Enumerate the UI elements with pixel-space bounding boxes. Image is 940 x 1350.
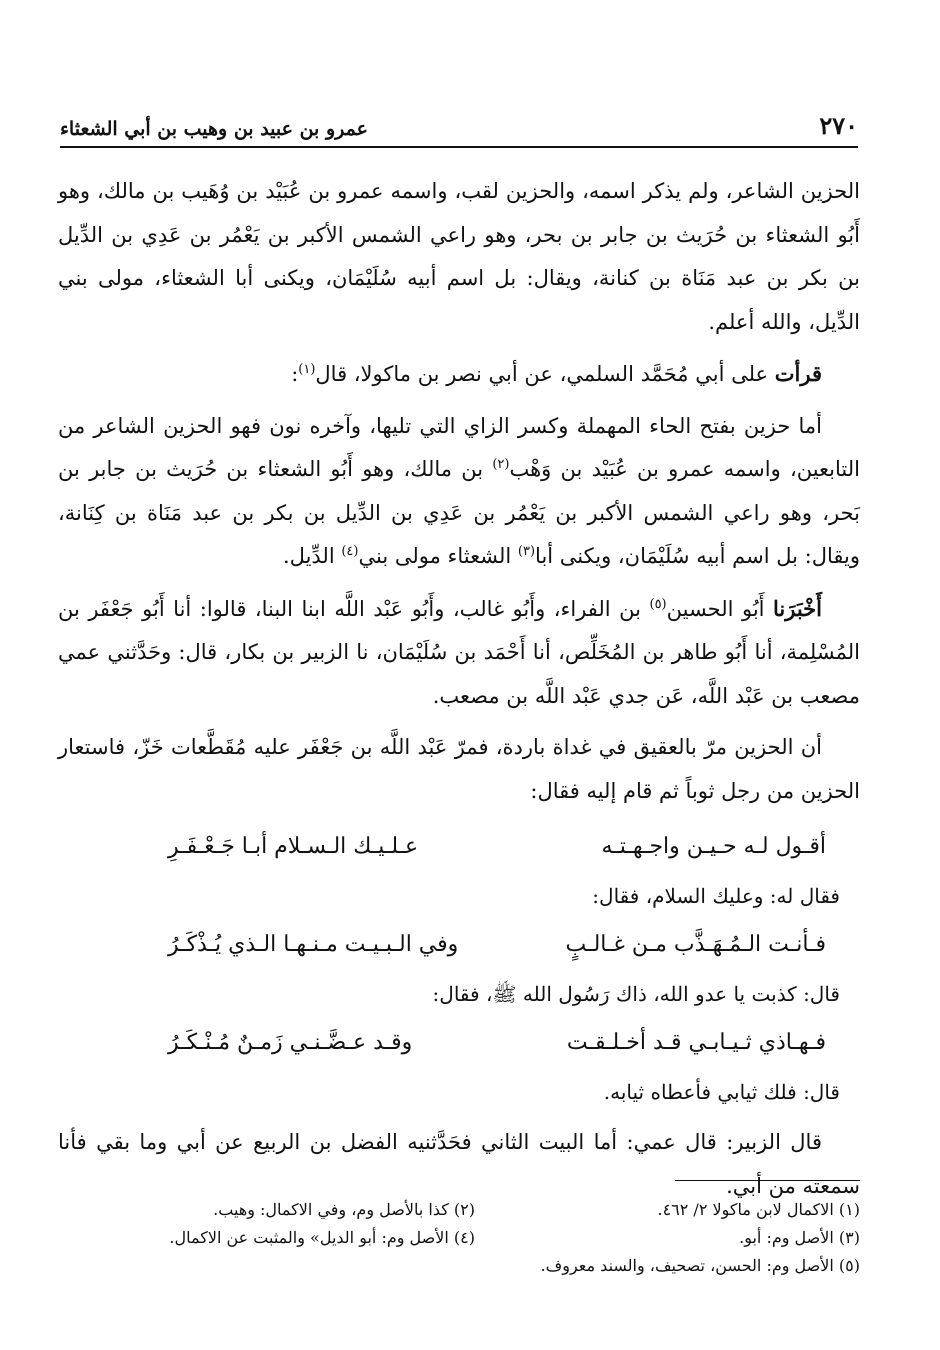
narration-line-1: فقال له: وعليك السلام، فقال: [592, 884, 840, 908]
footnote-mark-1: (١) [298, 362, 316, 377]
verse-2-second-hemistich: وفي الـبـيـت مـنـهـا الـذي يُـذْكَـرُ [168, 932, 459, 957]
verse-1 [58, 821, 860, 873]
narration-line-3: قال: فلك ثيابي فأعطاه ثيابه. [603, 1080, 840, 1104]
paragraph-3-part-d: الدِّيل. [282, 544, 342, 568]
narration-line-2: قال: كذبت يا عدو الله، ذاك رَسُول الله ﷺ، فقال: [432, 982, 840, 1006]
verse-3-second-hemistich: وقـد عـضَّـنـي زَمـنٌ مُـنْـكَـرُ [168, 1030, 413, 1055]
verse-1-second-hemistich: عـلـيـك الـسـلام أبـا جَـعْـفَـرِ [168, 834, 419, 859]
footnote-5: (٥) الأصل وم: الحسن، تصحيف، والسند معروف. [540, 1256, 860, 1275]
paragraph-3-part-c: الشعثاء مولى بني [358, 544, 518, 568]
paragraph-4-part-b: بن الفراء، وأَبُو غالب، وأَبُو عَبْد اللَّه ابنا البنا، قالوا: أنا أَبُو جَعْفَر بن المُسْلِمة، أنا أَبُو طاهر بن المُخَلِّص، أنا أَحْمَد بن سُلَيْمَان، نا الزبير بن بكار، قال: وحَدَّثني عمي مصعب بن عَبْد اللَّه، عَن جدي عَبْد اللَّه بن مصعب. [58, 596, 860, 708]
footnote-3: (٣) الأصل وم: أبو. [739, 1228, 860, 1247]
main-text [58, 170, 860, 1216]
paragraph-4 [58, 587, 860, 719]
footnote-divider [675, 1180, 860, 1181]
footnote-row-1 [90, 1196, 860, 1224]
paragraph-4-part-a: أَبُو الحسين [666, 596, 774, 621]
footnote-mark-3: (٣) [517, 544, 536, 559]
paragraph-3 [58, 405, 860, 579]
paragraph-3-part-b: بن مالك، وهو أَبُو الشعثاء بن حُرَيث بن جابر بن بَحر، وهو راعي الشمس الأكبر بن يَعْمُر بن عَدِي بن الدِّيل بن بكر بن عبد مَنَاة بن كِنَانة، ويقال: بل اسم أبيه سُلَيْمَان، ويكنى أبا [58, 457, 860, 568]
footnote-row-3 [90, 1252, 860, 1280]
verse-2-first-hemistich: فـأنـت الـمُـهَـذَّب مـن غـالـبٍ [565, 932, 826, 957]
paragraph-3-part-a: أما حزين بفتح الحاء المهملة وكسر الزاي التي تليها، وآخره نون فهو الحزين الشاعر من التابعين، واسمه عمرو بن عُبَيْد بن وَهْب [58, 413, 860, 481]
keyword-akhbarana: أَخْبَرَنا [773, 595, 822, 621]
footnote-mark-2: (٢) [492, 457, 510, 472]
paragraph-2-end: : [291, 362, 299, 386]
running-title: عمرو بن عبيد بن وهيب بن أبي الشعثاء [60, 118, 368, 140]
footnote-mark-4: (٤) [341, 544, 359, 559]
page-header [60, 96, 858, 148]
footnote-row-2 [90, 1224, 860, 1252]
paragraph-5: أن الحزين مرّ بالعقيق في غداة باردة، فمرّ عَبْد اللَّه بن جَعْفَر عليه مُقَطَّعات خَزّ، فاستعار الحزين من رجل ثوباً ثم قام إليه فقال: [58, 735, 860, 803]
keyword-qarat: قرأت [774, 361, 822, 386]
verse-3-first-hemistich: فـهـاذي ثـيـابـي قـد أخـلـقـت [566, 1030, 826, 1055]
paragraph-6: قال الزبير: قال عمي: أما البيت الثاني فحَدَّثنيه الفضل بن الربيع عن أبي وما بقي فأنا سمعته من أبي. [58, 1130, 860, 1198]
verse-2 [58, 919, 860, 971]
paragraph-2-text: على أبي مُحَمَّد السلمي، عن أبي نصر بن ماكولا، قال [315, 362, 775, 386]
verse-1-first-hemistich: أقـول لـه حـيـن واجـهـتـه [601, 834, 826, 859]
verse-3 [58, 1017, 860, 1069]
footnote-4: (٤) الأصل وم: أبو الديل» والمثبت عن الاكمال. [169, 1228, 475, 1247]
paragraph-1: الحزين الشاعر، ولم يذكر اسمه، والحزين لقب، واسمه عمرو بن عُبَيْد بن وُهَيب بن مالك، وهو أَبُو الشعثاء بن حُرَيث بن جابر بن بحر، وهو راعي الشمس الأكبر بن يَعْمُر بن عَدِي بن الدِّيل بن بكر بن عبد مَنَاة بن كنانة، ويقال: بل اسم أبيه سُلَيْمَان، ويكنى أبا الشعثاء، مولى بني الدِّيل، والله أعلم. [58, 179, 860, 334]
footnote-2: (٢) كذا بالأصل وم، وفي الاكمال: وهيب. [213, 1200, 475, 1219]
footnote-1: (١) الاكمال لابن ماكولا ٢/ ٤٦٢. [657, 1200, 860, 1219]
paragraph-2 [58, 352, 860, 397]
footnote-mark-5: (٥) [649, 596, 667, 612]
page-number: ٢٧٠ [819, 111, 858, 140]
footnotes [90, 1196, 860, 1280]
